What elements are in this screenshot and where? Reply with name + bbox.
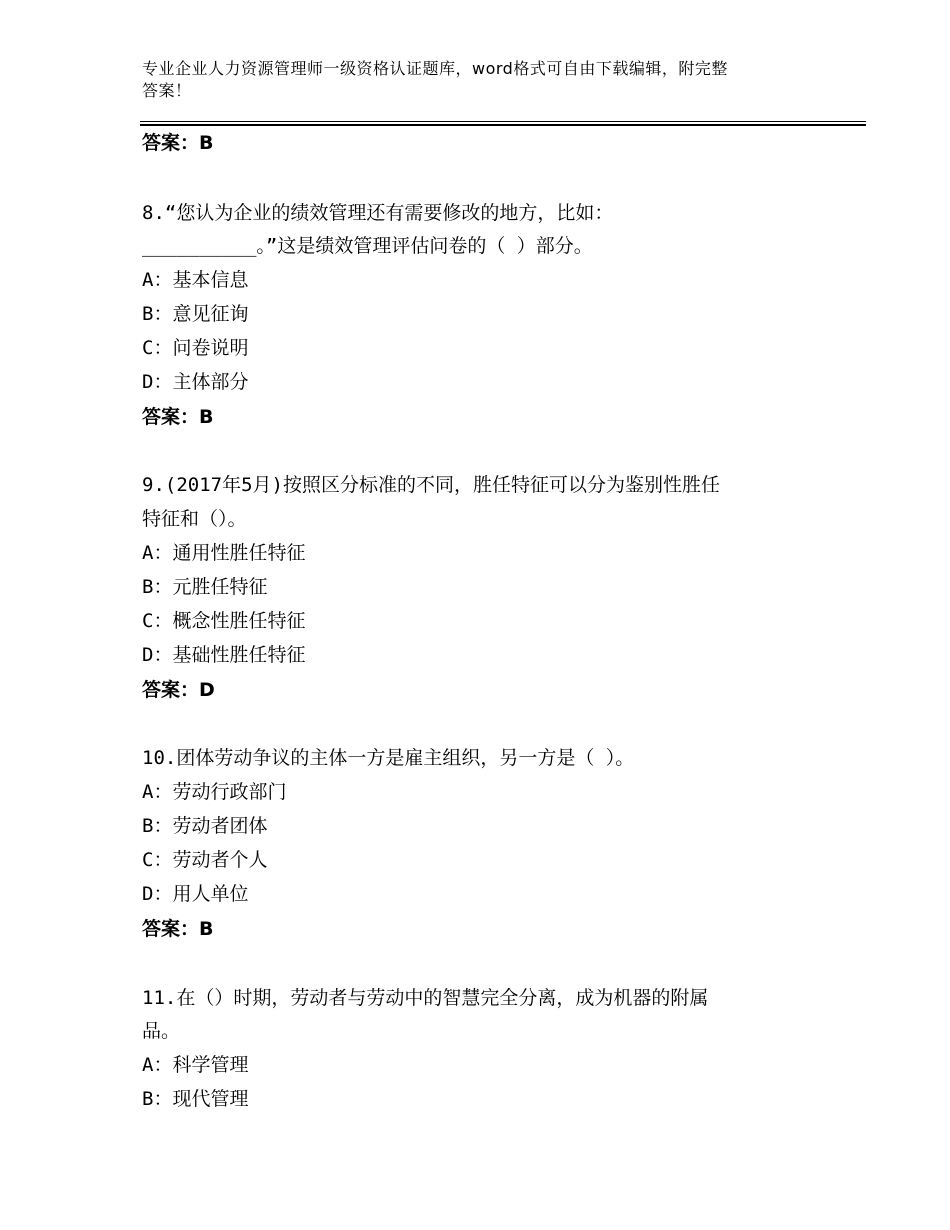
document-header [142, 58, 822, 102]
question-11-option-b: B：现代管理 [142, 1088, 249, 1110]
question-10-option-c: C：劳动者个人 [142, 849, 268, 871]
question-10-option-d: D：用人单位 [142, 883, 249, 905]
question-8-option-a: A：基本信息 [142, 269, 249, 291]
question-9-line-2: 特征和（）。 [142, 508, 247, 530]
header-line-2: 答案！ [142, 81, 192, 100]
question-9-option-d: D：基础性胜任特征 [142, 644, 306, 666]
header-rule-thick [140, 124, 866, 126]
question-8-option-b: B：意见征询 [142, 303, 249, 325]
question-8-line-1: 8.“您认为企业的绩效管理还有需要修改的地方，比如： [142, 202, 614, 224]
question-10-option-b: B：劳动者团体 [142, 815, 268, 837]
question-9-line-1: 9.(2017年5月)按照区分标准的不同，胜任特征可以分为鉴别性胜任 [142, 474, 720, 496]
question-9-answer: 答案：D [142, 679, 215, 701]
header-rule-thin [140, 121, 866, 122]
question-11-line-1: 11.在（）时期，劳动者与劳动中的智慧完全分离，成为机器的附属 [142, 987, 709, 1009]
answer-prev: 答案：B [142, 132, 214, 154]
question-8-answer: 答案：B [142, 406, 214, 428]
header-line-1: 专业企业人力资源管理师一级资格认证题库，word格式可自由下载编辑，附完整 [142, 59, 728, 78]
question-9-option-c: C：概念性胜任特征 [142, 610, 306, 632]
question-10-line-1: 10.团体劳动争议的主体一方是雇主组织，另一方是（ ）。 [142, 747, 635, 769]
question-8-option-d: D：主体部分 [142, 371, 249, 393]
question-10-option-a: A：劳动行政部门 [142, 781, 287, 803]
question-9-option-a: A：通用性胜任特征 [142, 542, 306, 564]
question-8-line-2: __________。”这是绩效管理评估问卷的（ ）部分。 [142, 235, 593, 257]
question-9-option-b: B：元胜任特征 [142, 576, 268, 598]
question-11-option-a: A：科学管理 [142, 1054, 249, 1076]
question-8-option-c: C：问卷说明 [142, 337, 249, 359]
question-10-answer: 答案：B [142, 918, 214, 940]
question-11-line-2: 品。 [142, 1020, 181, 1042]
